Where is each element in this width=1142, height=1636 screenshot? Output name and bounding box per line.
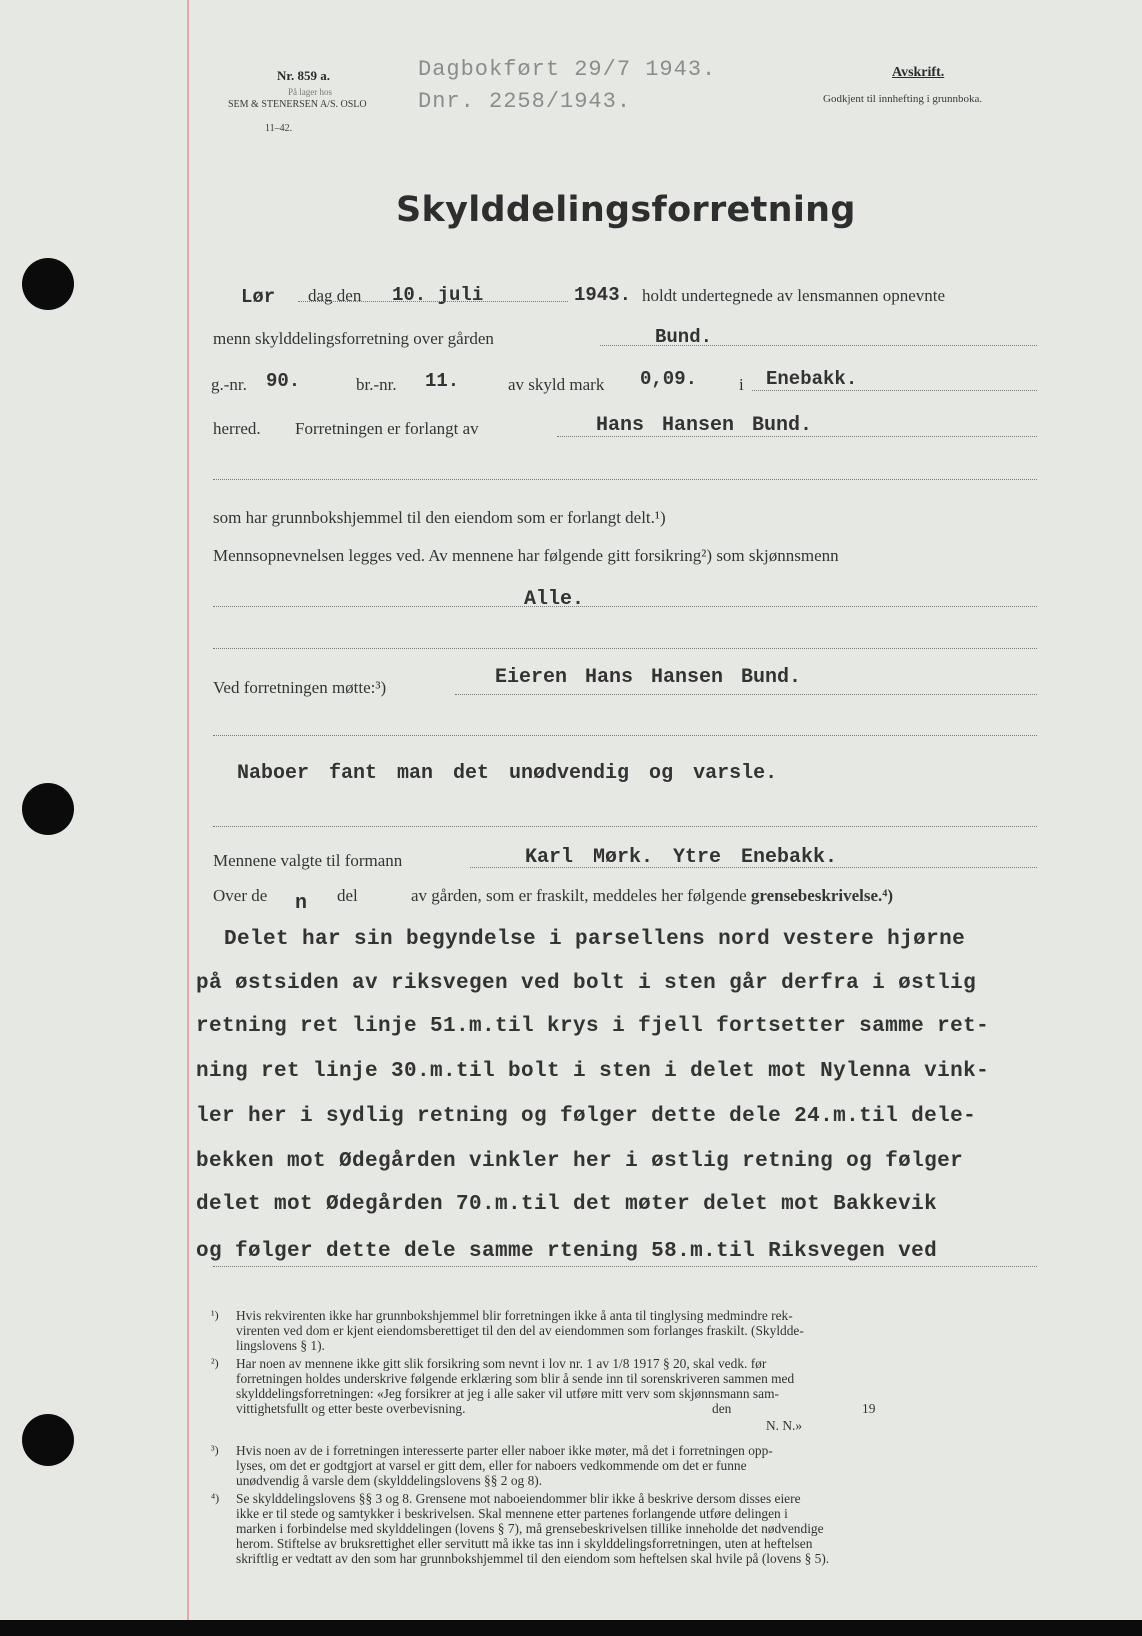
document-title: Skylddelingsforretning: [396, 190, 856, 230]
share-value: n: [295, 892, 308, 915]
line1-text: holdt undertegnede av lensmannen opnevnte: [642, 286, 946, 305]
attended-dotted-line: [455, 694, 1037, 695]
document-number-stamp: Dnr. 2258/1943.: [418, 89, 632, 114]
registration-stamp: Dagbokført 29/7 1943.: [418, 57, 717, 82]
footnote-2-signature: N. N.»: [766, 1418, 803, 1433]
blank-dotted-line: [213, 735, 1037, 736]
blank-dotted-line: [213, 648, 1037, 649]
farm-name: Bund.: [655, 326, 713, 348]
footnote-line: forretningen holdes underskrive følgende erklæring som blir å sende inn til sorenskriveren sammen med: [236, 1371, 795, 1386]
copy-note: Godkjent til innhefting i grunnboka.: [823, 93, 983, 105]
chairman-dotted-line: [470, 867, 1037, 868]
skyld-value: 0,09.: [640, 368, 698, 390]
printer-line: På lager hos: [288, 87, 332, 97]
footnote-3: [236, 1443, 773, 1488]
boundary-line: delet mot Ødegården 70.m.til det møter delet mot Bakkevik: [196, 1193, 938, 1216]
footnote-2: [236, 1356, 794, 1416]
chairman-value: Karl Mørk. Ytre Enebakk.: [525, 846, 838, 869]
binder-hole: [22, 1414, 74, 1466]
boundary-line: Delet har sin begyndelse i parsellens nord vestere hjørne: [224, 928, 966, 951]
dag-den-label: dag den: [308, 286, 362, 305]
boundary-intro: [411, 886, 893, 906]
boundary-line: på østsiden av riksvegen ved bolt i sten går derfra i østlig: [196, 972, 977, 995]
bottom-dotted-line: [213, 1266, 1037, 1267]
footnote-2-year: 19: [862, 1401, 876, 1416]
date-value: 10. juli: [392, 284, 484, 306]
footnote-line: skriftlig er vedtatt av den som har grunnbokshjemmel til den eiendom som heftelsen skal hvile på (lovens § 5).: [236, 1551, 830, 1566]
form-number: Nr. 859 a.: [277, 68, 330, 83]
footnote-4-mark: ⁴): [211, 1491, 220, 1505]
attended-value: Eieren Hans Hansen Bund.: [495, 666, 802, 689]
date-dotted-line: [298, 301, 568, 302]
requested-dotted-line: [557, 436, 1037, 437]
footnote-line: virenten ved dom er kjent eiendomsberettiget til den del av eiendommen som forlanges fraskilt. (Skyldde-: [236, 1323, 804, 1338]
footnote-2-mark: ²): [211, 1356, 219, 1370]
blank-dotted-line: [213, 826, 1037, 827]
footnote-line: herom. Stiftelse av bruksrettighet eller servitutt må ikke tas inn i skylddelingsforretningen, uten at heftelsen: [236, 1536, 813, 1551]
boundary-line: ning ret linje 30.m.til bolt i sten i delet mot Nylenna vink-: [196, 1060, 990, 1083]
del-label: del: [337, 886, 358, 905]
footnote-line: vittighetsfullt og etter beste overbevisning.: [236, 1401, 466, 1416]
footnote-1: [236, 1308, 804, 1353]
footnote-1-mark: ¹): [211, 1308, 219, 1322]
herred-name: Enebakk.: [766, 368, 858, 390]
requested-label: Forretningen er forlangt av: [295, 419, 479, 438]
boundary-line: og følger dette dele samme rtening 58.m.til Riksvegen ved: [196, 1240, 938, 1263]
alle-dotted-line: [213, 606, 1037, 607]
attended-label: Ved forretningen møtte:³): [213, 678, 387, 697]
boundary-intro-text: av gården, som er fraskilt, meddeles her følgende: [411, 886, 747, 905]
copy-label: Avskrift.: [892, 65, 945, 80]
footnote-line: skylddelingsforretningen: «Jeg forsikrer at jeg i alle saker vil utføre mitt verv som skjønnsmann sam-: [236, 1386, 779, 1401]
i-label: i: [739, 375, 744, 394]
footnote-line: Se skylddelingslovens §§ 3 og 8. Grensene mot naboeiendommer blir ikke å beskrive dersom disses eiere: [236, 1491, 801, 1506]
herred-dotted-line: [752, 390, 1037, 391]
over-de-label: Over de: [213, 886, 268, 905]
footnote-line: unødvendig å varsle dem (skylddelingslovens §§ 2 og 8).: [236, 1473, 543, 1488]
neighbours-note: Naboer fant man det unødvendig og varsle.: [237, 762, 778, 785]
binder-hole: [22, 258, 74, 310]
footnote-2-den: den: [712, 1401, 732, 1416]
footnote-line: Har noen av mennene ikke gitt slik forsikring som nevnt i lov nr. 1 av 1/8 1917 § 20, skal vedk. før: [236, 1356, 767, 1371]
footnote-line: marken i forbindelse med skylddelingen (lovens § 7), må grensebeskrivelsen tillike inneholde det nødvendige: [236, 1521, 824, 1536]
boundary-heading: grensebeskrivelse.⁴): [750, 886, 894, 905]
gnr-label: g.-nr.: [211, 375, 247, 394]
day-label: [241, 286, 275, 308]
footnote-3-mark: ³): [211, 1443, 219, 1457]
farm-dotted-line: [600, 345, 1037, 346]
herred-label: herred.: [213, 419, 261, 438]
brnr-label: br.-nr.: [356, 375, 397, 394]
brnr-value: 11.: [425, 370, 460, 392]
chairman-label: Mennene valgte til formann: [213, 851, 403, 870]
hjemmel-text: som har grunnbokshjemmel til den eiendom som er forlangt delt.¹): [213, 508, 666, 527]
boundary-line: ler her i sydlig retning og følger dette dele 24.m.til dele-: [196, 1105, 977, 1128]
printer-date: 11–42.: [265, 123, 293, 134]
margin-rule: [187, 0, 189, 1620]
boundary-line: retning ret linje 51.m.til krys i fjell fortsetter samme ret-: [196, 1015, 990, 1038]
requested-by: Hans Hansen Bund.: [596, 414, 813, 437]
year-value: 1943.: [574, 284, 632, 306]
binder-hole: [22, 783, 74, 835]
weekday: Lør: [241, 286, 276, 308]
printer-name: SEM & STENERSEN A/S. OSLO: [228, 99, 367, 110]
mennsop-text: Mennsopnevnelsen legges ved. Av mennene har følgende gitt forsikring²) som skjønnsmenn: [213, 546, 839, 565]
blank-dotted-line: [213, 479, 1037, 480]
scan-edge: [0, 1620, 1142, 1636]
footnote-line: Hvis rekvirenten ikke har grunnbokshjemmel blir forretningen ikke å anta til tinglysing medmindre rek-: [236, 1308, 793, 1323]
alle-value: Alle.: [524, 588, 585, 611]
footnote-line: lyses, om det er godtgjort at varsel er gitt dem, eller for naboers vedkommende om det er funne: [236, 1458, 747, 1473]
footnote-line: lingslovens § 1).: [236, 1338, 325, 1353]
footnote-4: [236, 1491, 829, 1566]
footnote-line: ikke er til stede og samtykker i beskrivelsen. Skal mennene etter partenes forlangende utføre delingen i: [236, 1506, 788, 1521]
gnr-value: 90.: [266, 370, 301, 392]
line2-text: menn skylddelingsforretning over gården: [213, 329, 494, 348]
skyld-label: av skyld mark: [508, 375, 605, 394]
boundary-line: bekken mot Ødegården vinkler her i østlig retning og følger: [196, 1150, 964, 1173]
footnote-line: Hvis noen av de i forretningen interesserte parter eller naboer ikke møter, må det i forretningen opp-: [236, 1443, 773, 1458]
